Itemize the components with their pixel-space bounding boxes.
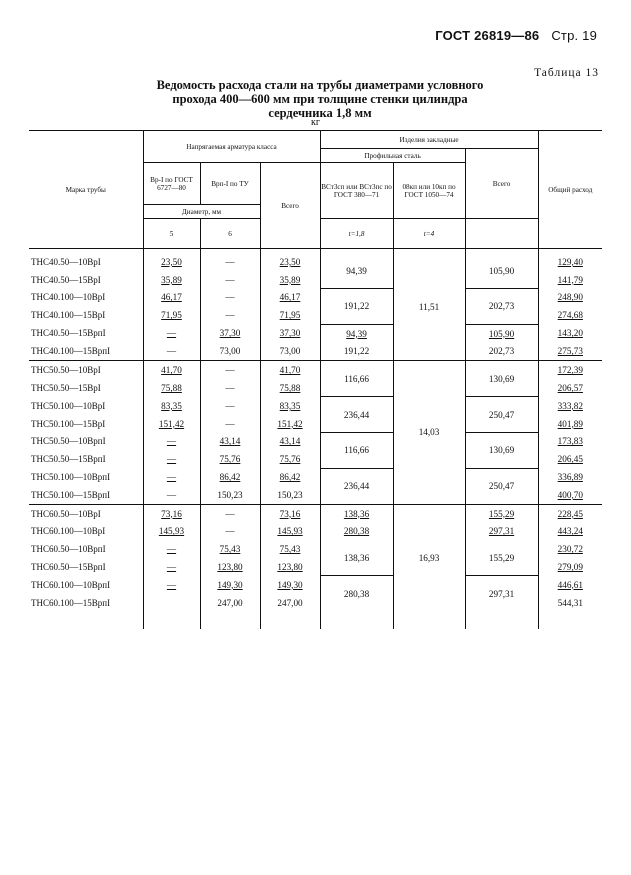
cell-vsego2: 202,73	[465, 342, 538, 360]
cell-marka: ТНС60.50—10ВрI	[29, 504, 143, 522]
cell-kp: 11,51	[393, 249, 465, 361]
cell-d5: —	[143, 540, 200, 558]
cell-vsego2: 105,90	[465, 249, 538, 289]
cell-d6: —	[200, 522, 260, 540]
cell-d5: 73,16	[143, 504, 200, 522]
cell-marka: ТНС40.50—10ВрI	[29, 249, 143, 271]
cell-vsego: 46,17	[260, 289, 320, 307]
cell-d6: —	[200, 415, 260, 433]
cell-total: 173,83	[538, 432, 602, 450]
table-row	[29, 540, 602, 558]
cell-d5: 145,93	[143, 522, 200, 540]
header-napryag: Напрягаемая арматура класса	[143, 131, 320, 163]
cell-kp: 14,03	[393, 361, 465, 504]
cell-vsego: 71,95	[260, 306, 320, 324]
cell-total: 336,89	[538, 468, 602, 486]
cell-vst: 94,39	[320, 249, 393, 289]
header-vr1: Вр-I по ГОСТ 6727—80	[143, 163, 200, 205]
cell-d6: 75,76	[200, 450, 260, 468]
cell-vsego2: 155,29	[465, 540, 538, 576]
cell-vsego: 145,93	[260, 522, 320, 540]
cell-vsego2: 105,90	[465, 324, 538, 342]
cell-total: 279,09	[538, 558, 602, 576]
table-row	[29, 522, 602, 540]
cell-vsego2: 297,31	[465, 576, 538, 612]
cell-d5	[143, 594, 200, 612]
cell-kp: 16,93	[393, 504, 465, 611]
table-title: Ведомость расхода стали на трубы диаметрами условного прохода 400—600 мм при толщине стенки цилиндра сердечника 1,8 мм	[156, 78, 484, 120]
table-row	[29, 432, 602, 450]
table-number: Таблица 13	[534, 67, 599, 79]
cell-total: 443,24	[538, 522, 602, 540]
cell-total: 230,72	[538, 540, 602, 558]
cell-d6: 123,80	[200, 558, 260, 576]
cell-marka: ТНС50.50—10ВрпI	[29, 432, 143, 450]
cell-vst: 116,66	[320, 432, 393, 468]
cell-d6: 86,42	[200, 468, 260, 486]
cell-d6: 247,00	[200, 594, 260, 612]
cell-vsego: 75,76	[260, 450, 320, 468]
cell-total: 544,31	[538, 594, 602, 612]
cell-vsego2: 155,29	[465, 504, 538, 522]
cell-d6: —	[200, 306, 260, 324]
cell-marka: ТНС60.100—10ВрпI	[29, 576, 143, 594]
header-izdeliya: Изделия закладные	[320, 131, 538, 149]
cell-marka: ТНС50.100—10ВрпI	[29, 468, 143, 486]
cell-total: 446,61	[538, 576, 602, 594]
header-vsego-izdeliya: Всего	[465, 149, 538, 219]
cell-d5: —	[143, 324, 200, 342]
standard-number: ГОСТ 26819—86	[435, 28, 540, 43]
cell-total: 275,73	[538, 342, 602, 360]
cell-d6: 150,23	[200, 486, 260, 504]
cell-d6: 37,30	[200, 324, 260, 342]
header-obshiy: Общий расход	[538, 131, 602, 249]
cell-vst: 116,66	[320, 361, 393, 397]
cell-vsego: 83,35	[260, 397, 320, 415]
cell-vsego: 37,30	[260, 324, 320, 342]
header-d5: 5	[143, 219, 200, 249]
cell-d5: —	[143, 342, 200, 360]
table-row	[29, 468, 602, 486]
cell-vst: 138,36	[320, 504, 393, 522]
cell-vsego2: 297,31	[465, 522, 538, 540]
cell-d6: —	[200, 271, 260, 289]
cell-total: 228,45	[538, 504, 602, 522]
cell-d5: 46,17	[143, 289, 200, 307]
cell-marka: ТНС40.50—15ВрI	[29, 271, 143, 289]
header-vst: ВСт3сп или ВСт3пс по ГОСТ 380—71	[320, 163, 393, 219]
table-row	[29, 397, 602, 415]
header-kp: 08кп или 10кп по ГОСТ 1050—74	[393, 163, 465, 219]
header-t4: t=4	[393, 219, 465, 249]
cell-d6: 75,43	[200, 540, 260, 558]
cell-vst: 236,44	[320, 468, 393, 504]
header-d6: 6	[200, 219, 260, 249]
table-row	[29, 249, 602, 271]
cell-d5: —	[143, 558, 200, 576]
cell-d6: —	[200, 289, 260, 307]
cell-vsego: 41,70	[260, 361, 320, 379]
cell-marka: ТНС50.50—10ВрI	[29, 361, 143, 379]
header-vrp1: Врп-I по ТУ	[200, 163, 260, 205]
cell-vsego2: 250,47	[465, 468, 538, 504]
cell-vst: 138,36	[320, 540, 393, 576]
cell-vst: 280,38	[320, 522, 393, 540]
cell-vsego: 35,89	[260, 271, 320, 289]
cell-total: 400,70	[538, 486, 602, 504]
cell-d5: 83,35	[143, 397, 200, 415]
cell-total: 129,40	[538, 249, 602, 271]
cell-d5: 71,95	[143, 306, 200, 324]
cell-vsego: 23,50	[260, 249, 320, 271]
cell-total: 143,20	[538, 324, 602, 342]
cell-d5: 41,70	[143, 361, 200, 379]
cell-vsego2: 202,73	[465, 289, 538, 325]
cell-d6: 73,00	[200, 342, 260, 360]
cell-marka: ТНС40.50—15ВрпI	[29, 324, 143, 342]
cell-d5: 23,50	[143, 249, 200, 271]
cell-marka: ТНС50.50—15ВрI	[29, 379, 143, 397]
cell-marka: ТНС60.100—15ВрпI	[29, 594, 143, 612]
cell-total: 206,57	[538, 379, 602, 397]
header-diameter: Диаметр, мм	[143, 205, 260, 219]
page-number: Стр. 19	[551, 28, 597, 43]
cell-marka: ТНС50.100—15ВрI	[29, 415, 143, 433]
page-header	[435, 28, 597, 43]
cell-total: 172,39	[538, 361, 602, 379]
cell-total: 141,79	[538, 271, 602, 289]
cell-total: 274,68	[538, 306, 602, 324]
cell-d5: —	[143, 450, 200, 468]
cell-vst: 94,39	[320, 324, 393, 342]
cell-d6: 43,14	[200, 432, 260, 450]
cell-marka: ТНС60.50—15ВрпI	[29, 558, 143, 576]
table-row	[29, 504, 602, 522]
table-row	[29, 576, 602, 594]
cell-marka: ТНС50.50—15ВрпI	[29, 450, 143, 468]
cell-d5: 151,42	[143, 415, 200, 433]
table-row	[29, 289, 602, 307]
cell-d5: —	[143, 576, 200, 594]
cell-d5: —	[143, 486, 200, 504]
cell-vsego: 150,23	[260, 486, 320, 504]
cell-vsego2: 250,47	[465, 397, 538, 433]
cell-d6: —	[200, 379, 260, 397]
cell-vsego: 43,14	[260, 432, 320, 450]
cell-vsego: 73,00	[260, 342, 320, 360]
cell-vst: 236,44	[320, 397, 393, 433]
cell-vst: 280,38	[320, 576, 393, 612]
table-row	[29, 361, 602, 379]
cell-vsego: 75,88	[260, 379, 320, 397]
header-profil: Профильная сталь	[320, 149, 465, 163]
cell-marka: ТНС40.100—15ВрI	[29, 306, 143, 324]
cell-total: 248,90	[538, 289, 602, 307]
header-t18: t=1,8	[320, 219, 393, 249]
cell-total: 401,89	[538, 415, 602, 433]
cell-marka: ТНС50.100—10ВрI	[29, 397, 143, 415]
cell-marka: ТНС60.100—10ВрI	[29, 522, 143, 540]
table-row	[29, 324, 602, 342]
cell-d6: 149,30	[200, 576, 260, 594]
cell-vsego: 151,42	[260, 415, 320, 433]
cell-d5: 35,89	[143, 271, 200, 289]
cell-vsego: 75,43	[260, 540, 320, 558]
cell-marka: ТНС60.50—10ВрпI	[29, 540, 143, 558]
cell-marka: ТНС40.100—15ВрпI	[29, 342, 143, 360]
cell-d5: 75,88	[143, 379, 200, 397]
cell-vsego2: 130,69	[465, 361, 538, 397]
cell-total: 206,45	[538, 450, 602, 468]
cell-marka: ТНС50.100—15ВрпI	[29, 486, 143, 504]
cell-vsego: 73,16	[260, 504, 320, 522]
cell-vst: 191,22	[320, 289, 393, 325]
cell-vsego: 123,80	[260, 558, 320, 576]
cell-vsego2: 130,69	[465, 432, 538, 468]
cell-vsego: 149,30	[260, 576, 320, 594]
cell-d6: —	[200, 397, 260, 415]
table-bottom-spacer	[29, 611, 602, 629]
cell-marka: ТНС40.100—10ВрI	[29, 289, 143, 307]
header-marka: Марка трубы	[29, 131, 143, 249]
cell-d5: —	[143, 432, 200, 450]
cell-d6: —	[200, 249, 260, 271]
unit-label: кг	[311, 117, 320, 128]
header-vsego2-empty	[465, 219, 538, 249]
cell-vsego: 86,42	[260, 468, 320, 486]
cell-vst: 191,22	[320, 342, 393, 360]
cell-vsego: 247,00	[260, 594, 320, 612]
header-vsego-arm: Всего	[260, 163, 320, 249]
cell-d5: —	[143, 468, 200, 486]
cell-d6: —	[200, 504, 260, 522]
table-row	[29, 342, 602, 360]
cell-total: 333,82	[538, 397, 602, 415]
cell-d6: —	[200, 361, 260, 379]
steel-consumption-table	[29, 130, 602, 629]
